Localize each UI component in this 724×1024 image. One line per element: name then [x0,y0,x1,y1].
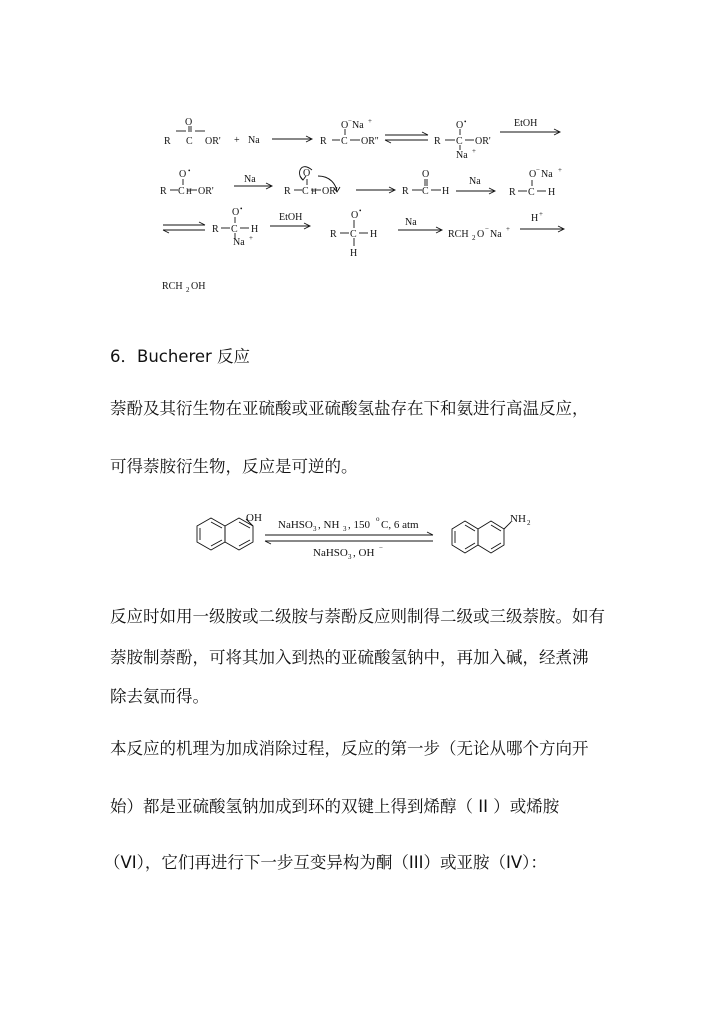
atom-H: H [311,187,317,196]
atom-C: C [341,136,348,147]
subscript-2: 2 [472,234,476,242]
atom-H: H [251,224,259,235]
atom-C: C [178,186,185,197]
plus-sign: + [539,210,543,218]
group-OR: OR' [322,186,338,197]
plus-sign: + [368,117,372,125]
reverse-base: , OH [353,547,375,559]
reagent-etoh: EtOH [514,118,538,129]
radical-dot: • [359,207,362,215]
degree-sign: o [376,515,380,523]
minus-sign: − [348,117,352,125]
atom-O: O [185,117,193,128]
reagent-na: Na [244,174,256,185]
minus-sign: − [485,225,489,233]
atom-Na: Na [456,150,468,161]
atom-R: R [509,187,516,198]
subscript-2: 2 [186,286,190,294]
paragraph-line: 本反应的机理为加成消除过程，反应的第一步（无论从哪个方向开 [110,739,589,758]
section-heading: 6．Bucherer 反应 [110,347,251,366]
paragraph-line: 萘胺制萘酚，可将其加入到热的亚硫酸氢钠中，再加入碱，经煮沸 [110,648,589,667]
subscript-2: 2 [527,519,531,527]
final-alcohol-oh: OH [191,281,206,292]
atom-C: C [456,136,463,147]
paragraph-line: 可得萘胺衍生物，反应是可逆的。 [110,457,358,476]
naphthol-structure [197,518,253,550]
atom-Na: Na [490,229,502,240]
reagent-na: Na [469,176,481,187]
reagent-na: Na [405,217,417,228]
atom-C: C [302,186,309,197]
group-OR: OR' [198,186,214,197]
reduction-mechanism-scheme [0,0,724,310]
radical-dot: • [240,205,243,213]
atom-R: R [402,186,409,197]
reagent-h-plus: H [531,213,539,224]
group-OR: OR' [205,136,221,147]
atom-O: O [422,169,430,180]
atom-C: C [422,186,429,197]
atom-O: O [232,207,240,218]
amino-group: NH [510,513,526,525]
atom-C: C [186,136,193,147]
paragraph-line: 萘酚及其衍生物在亚硫酸或亚硫酸氢盐存在下和氨进行高温反应， [110,399,589,418]
atom-H: H [350,248,358,259]
subscript-3: 3 [348,553,352,561]
plus-sign: + [249,234,253,242]
forward-conditions: NaHSO [278,519,313,531]
atom-O: O [179,169,187,180]
plus-sign: + [558,166,562,174]
atom-H: H [370,229,378,240]
atom-O: O [456,120,464,131]
hydroxyl-group: OH [246,512,262,524]
reagent-etoh: EtOH [279,212,303,223]
plus-sign: + [234,135,240,146]
reverse-conditions: NaHSO [313,547,348,559]
atom-R: R [212,224,219,235]
radical-dot: • [188,167,191,175]
atom-R: R [434,136,441,147]
atom-R: R [320,136,327,147]
atom-C: C [350,229,357,240]
atom-O: O [477,229,485,240]
atom-R: R [164,136,171,147]
atom-O: O [351,210,359,221]
atom-H: H [548,187,556,198]
minus-sign: − [536,166,540,174]
atom-O: O [303,168,311,179]
atom-C: C [528,187,535,198]
atom-Na: Na [352,120,364,131]
minus-sign: − [379,544,383,552]
forward-conditions-nh: , NH [318,519,340,531]
group-OR: OR' [475,136,491,147]
paragraph-line: 反应时如用一级胺或二级胺与萘酚反应则制得二级或三级萘胺。如有 [110,607,605,626]
plus-sign: + [472,147,476,155]
subscript-3: 3 [343,525,347,533]
atom-Na: Na [233,237,245,248]
atom-R: R [160,186,167,197]
atom-O: O [341,120,349,131]
atom-R: R [330,229,337,240]
naphthylamine-structure [452,521,511,553]
atom-Na: Na [541,169,553,180]
alkoxide-salt: RCH [448,229,469,240]
final-alcohol: RCH [162,281,183,292]
paragraph-line: 始）都是亚硫酸氢钠加成到环的双键上得到烯醇（ II ）或烯胺 [110,797,560,816]
atom-H: H [186,187,192,196]
plus-sign: + [506,225,510,233]
reagent-na: Na [248,135,260,146]
atom-C: C [231,224,238,235]
atom-H: H [442,186,450,197]
atom-O: O [529,169,537,180]
radical-dot: • [464,118,467,126]
subscript-3: 3 [313,525,317,533]
atom-R: R [284,186,291,197]
forward-temp: , 150 [348,519,370,531]
paragraph-line: 除去氨而得。 [110,687,209,706]
group-OR: OR'' [361,136,379,147]
paragraph-line: （VI），它们再进行下一步互变异构为酮（III）或亚胺（IV）： [104,853,547,872]
forward-pressure: C, 6 atm [381,519,419,531]
